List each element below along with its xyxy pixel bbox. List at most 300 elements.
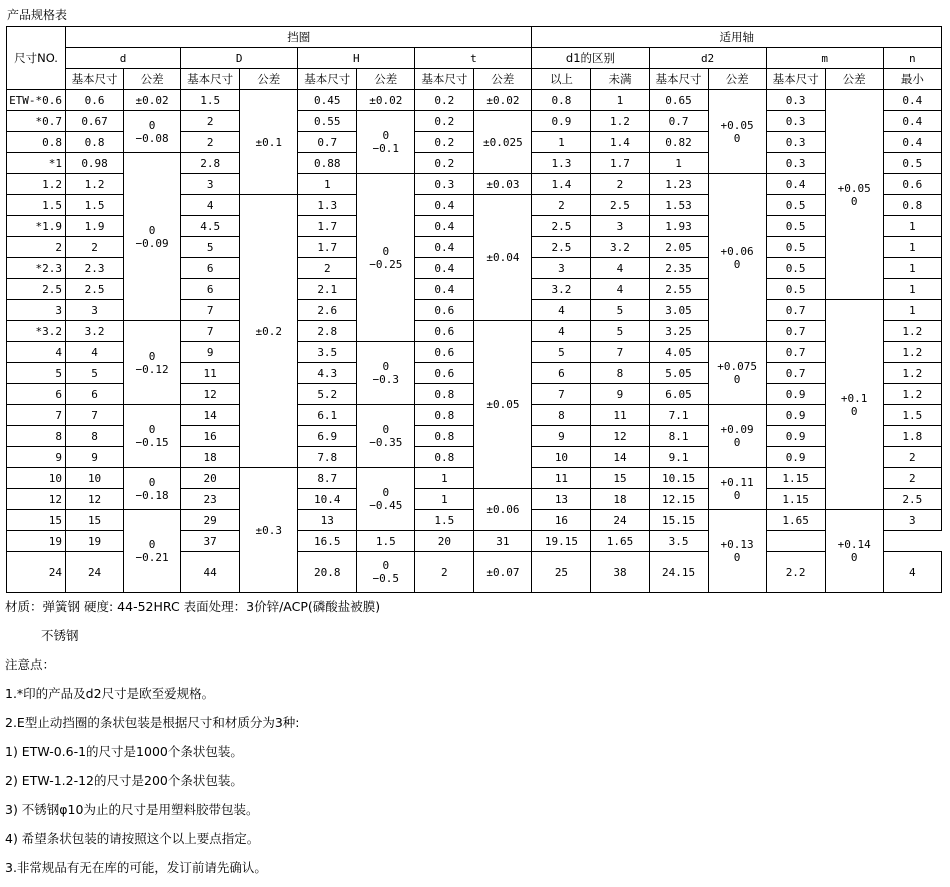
m-basic-cell: 0.3: [766, 132, 825, 153]
d1-above-cell: 4: [532, 321, 591, 342]
d-tolerance-cell: [124, 468, 181, 510]
tolerance-lower: −0.12: [135, 362, 169, 376]
m-basic-cell: 2.2: [766, 552, 825, 593]
d-basic-cell: 19: [66, 531, 124, 552]
d1-below-cell: 1: [591, 90, 649, 111]
t-tolerance-cell: [474, 174, 532, 195]
n-min-cell: 1.5: [883, 405, 941, 426]
m-basic-cell: 0.3: [766, 90, 825, 111]
m-basic-cell: 1.15: [766, 468, 825, 489]
header-d2-basic: 基本尺寸: [649, 69, 708, 90]
header-H-basic: 基本尺寸: [298, 69, 357, 90]
m-basic-cell: 0.5: [766, 279, 825, 300]
size-no-cell: 12: [7, 489, 66, 510]
tolerance-lower: −0.35: [369, 436, 403, 450]
tolerance-lower: −0.1: [372, 142, 400, 156]
D-basic-cell: 5: [181, 237, 240, 258]
t-basic-cell: 0.4: [415, 279, 474, 300]
t-basic-cell: 0.4: [415, 258, 474, 279]
n-min-cell: 1: [883, 258, 941, 279]
d-basic-cell: 5: [66, 363, 124, 384]
d1-above-cell: 7: [532, 384, 591, 405]
table-row: [7, 90, 942, 111]
d2-basic-cell: 0.82: [649, 132, 708, 153]
size-no-cell: 15: [7, 510, 66, 531]
tolerance-upper: ±0.06: [486, 503, 520, 517]
tolerance-upper: ±0.1: [255, 135, 282, 149]
header-applicable-shaft: 适用轴: [532, 27, 942, 48]
d1-below-cell: 18: [591, 489, 649, 510]
size-no-cell: *2.3: [7, 258, 66, 279]
size-no-cell: 2.5: [7, 279, 66, 300]
d1-above-cell: 0.8: [532, 90, 591, 111]
material-line: 材质：弹簧钢 硬度: 44-52HRC 表面处理：3价锌/ACP(磷酸盐被膜): [5, 599, 381, 614]
table-row: [7, 321, 942, 342]
d1-below-cell: 15: [591, 468, 649, 489]
size-no-cell: 9: [7, 447, 66, 468]
header-row-2: [7, 48, 942, 69]
D-basic-cell: 29: [181, 510, 240, 531]
tolerance-upper: ±0.07: [486, 565, 520, 579]
header-row-3: [7, 69, 942, 90]
tolerance-upper: ±0.05: [486, 398, 520, 412]
H-basic-cell: 10.4: [298, 489, 357, 510]
t-basic-cell: 1.5: [357, 531, 415, 552]
tolerance-lower: −0.08: [135, 131, 169, 145]
header-n-min: 最小: [883, 69, 941, 90]
tolerance-upper: +0.09: [720, 423, 754, 437]
header-d2-tolerance: 公差: [708, 69, 766, 90]
t-tolerance-cell: [474, 90, 532, 111]
note-item: 2.E型止动挡圈的条状包装是根据尺寸和材质分为3种:: [5, 715, 300, 730]
t-basic-cell: 0.3: [415, 174, 474, 195]
D-basic-cell: 2.8: [181, 153, 240, 174]
t-basic-cell: 1: [415, 489, 474, 510]
tolerance-upper: 0: [382, 423, 390, 437]
d1-below-cell: 24: [591, 510, 649, 531]
tolerance-upper: +0.13: [720, 538, 754, 552]
d1-above-cell: 25: [532, 552, 591, 593]
m-basic-cell: 0.5: [766, 216, 825, 237]
H-tolerance-cell: [357, 405, 415, 468]
m-basic-cell: 0.9: [766, 405, 825, 426]
d1-above-cell: 1: [532, 132, 591, 153]
n-min-cell: 4: [883, 552, 941, 593]
header-d-tolerance: 公差: [124, 69, 181, 90]
d-basic-cell: 0.8: [66, 132, 124, 153]
tolerance-upper: +0.11: [720, 475, 754, 489]
D-basic-cell: 18: [181, 447, 240, 468]
header-n: n: [883, 48, 941, 69]
size-no-cell: 2: [7, 237, 66, 258]
header-m-tolerance: 公差: [825, 69, 883, 90]
size-no-cell: 4: [7, 342, 66, 363]
D-tolerance-cell: [240, 468, 298, 593]
D-basic-cell: 6: [181, 258, 240, 279]
header-m-basic: 基本尺寸: [766, 69, 825, 90]
d2-basic-cell: 10.15: [649, 468, 708, 489]
tolerance-lower: 0: [733, 373, 741, 387]
m-basic-cell: 1.15: [766, 489, 825, 510]
t-basic-cell: 0.8: [415, 426, 474, 447]
d1-below-cell: 7: [591, 342, 649, 363]
tolerance-lower: −0.21: [135, 551, 169, 565]
H-basic-cell: 7.8: [298, 447, 357, 468]
D-basic-cell: 44: [181, 552, 240, 593]
size-no-cell: 8: [7, 426, 66, 447]
d-basic-cell: 3: [66, 300, 124, 321]
H-basic-cell: 0.88: [298, 153, 357, 174]
size-no-cell: 10: [7, 468, 66, 489]
d1-above-cell: 16: [532, 510, 591, 531]
t-basic-cell: 0.2: [415, 132, 474, 153]
t-tolerance-cell: [474, 111, 532, 174]
d1-above-cell: 6: [532, 363, 591, 384]
note-item: 1.*印的产品及d2尺寸是欧至爱规格。: [5, 686, 215, 701]
t-tolerance-cell: [474, 321, 532, 489]
tolerance-upper: 0: [382, 244, 390, 258]
d-basic-cell: 10: [66, 468, 124, 489]
H-basic-cell: 3.5: [298, 342, 357, 363]
d-tolerance-cell: [124, 111, 181, 153]
m-basic-cell: 0.5: [766, 258, 825, 279]
tolerance-lower: 0: [850, 551, 858, 565]
d1-below-cell: 1.4: [591, 132, 649, 153]
n-min-cell: 1: [883, 237, 941, 258]
header-D-basic: 基本尺寸: [181, 69, 240, 90]
n-min-cell: 1: [883, 300, 941, 321]
d2-tolerance-cell: [708, 174, 766, 342]
d-basic-cell: 6: [66, 384, 124, 405]
n-min-cell: 1.8: [883, 426, 941, 447]
tolerance-upper: 0: [382, 559, 390, 573]
tolerance-upper: 0: [148, 423, 156, 437]
d-basic-cell: 9: [66, 447, 124, 468]
n-min-cell: 0.8: [883, 195, 941, 216]
d-basic-cell: 24: [66, 552, 124, 593]
tolerance-upper: +0.1: [840, 391, 868, 405]
size-no-cell: ETW-*0.6: [7, 90, 66, 111]
tolerance-lower: −0.5: [372, 572, 400, 586]
H-basic-cell: 6.1: [298, 405, 357, 426]
d2-basic-cell: 2.55: [649, 279, 708, 300]
spec-table: [6, 26, 942, 593]
d-tolerance-cell: [124, 510, 181, 593]
notes-heading: 注意点：: [5, 657, 56, 672]
header-D-tolerance: 公差: [240, 69, 298, 90]
t-tolerance-cell: [474, 552, 532, 593]
t-basic-cell: 0.8: [415, 447, 474, 468]
D-basic-cell: 7: [181, 321, 240, 342]
tolerance-upper: +0.06: [720, 244, 754, 258]
tolerance-upper: ±0.2: [255, 324, 282, 338]
H-tolerance-cell: [357, 342, 415, 405]
spec-table-body: [7, 27, 942, 593]
d-basic-cell: 0.67: [66, 111, 124, 132]
n-min-cell: 2: [883, 447, 941, 468]
m-basic-cell: 1.65: [766, 510, 825, 531]
d2-basic-cell: 12.15: [649, 489, 708, 510]
tolerance-lower: −0.3: [372, 373, 400, 387]
D-basic-cell: 14: [181, 405, 240, 426]
size-no-cell: 1.2: [7, 174, 66, 195]
n-min-cell: 1.2: [883, 342, 941, 363]
t-basic-cell: 0.6: [415, 342, 474, 363]
material-line-2: 不锈钢: [41, 628, 79, 643]
t-basic-cell: 0.8: [415, 405, 474, 426]
t-basic-cell: 0.4: [415, 195, 474, 216]
tolerance-upper: 0: [382, 486, 390, 500]
m-basic-cell: 0.5: [766, 237, 825, 258]
d1-above-cell: 0.9: [532, 111, 591, 132]
d1-below-cell: 5: [591, 300, 649, 321]
n-min-cell: 3.5: [649, 531, 708, 552]
d1-above-cell: 2: [532, 195, 591, 216]
d1-below-cell: 8: [591, 363, 649, 384]
size-no-cell: 0.8: [7, 132, 66, 153]
tolerance-lower: 0: [733, 488, 741, 502]
header-H: H: [298, 48, 415, 69]
d2-basic-cell: 4.05: [649, 342, 708, 363]
d-basic-cell: 8: [66, 426, 124, 447]
m-basic-cell: 0.9: [766, 426, 825, 447]
n-min-cell: 1.2: [883, 363, 941, 384]
tolerance-lower: −0.09: [135, 236, 169, 250]
H-tolerance-cell: [357, 174, 415, 342]
header-size-no: 尺寸NO.: [7, 27, 66, 90]
d-basic-cell: 4: [66, 342, 124, 363]
d2-basic-cell: 1.93: [649, 216, 708, 237]
size-no-cell: 1.5: [7, 195, 66, 216]
t-basic-cell: 0.6: [415, 363, 474, 384]
D-basic-cell: 7: [181, 300, 240, 321]
d-tolerance-cell: [124, 153, 181, 321]
D-basic-cell: 23: [181, 489, 240, 510]
H-basic-cell: 13: [298, 510, 357, 531]
header-t-tolerance: 公差: [474, 69, 532, 90]
D-basic-cell: 9: [181, 342, 240, 363]
d1-above-cell: 8: [532, 405, 591, 426]
note-item: 1) ETW-0.6-1的尺寸是1000个条状包装。: [5, 744, 243, 759]
tolerance-lower: −0.45: [369, 499, 403, 513]
d1-below-cell: 31: [474, 531, 532, 552]
table-row: [7, 111, 942, 132]
n-min-cell: 1: [883, 279, 941, 300]
H-basic-cell: 0.45: [298, 90, 357, 111]
n-min-cell: 1: [883, 216, 941, 237]
d-tolerance-cell: [124, 405, 181, 468]
tolerance-upper: 0: [148, 349, 156, 363]
H-basic-cell: 1.7: [298, 216, 357, 237]
d-basic-cell: 12: [66, 489, 124, 510]
H-basic-cell: 6.9: [298, 426, 357, 447]
d1-above-cell: 10: [532, 447, 591, 468]
d1-above-cell: 5: [532, 342, 591, 363]
d-tolerance-cell: [124, 321, 181, 405]
tolerance-upper: 0: [148, 118, 156, 132]
tolerance-upper: 0: [148, 475, 156, 489]
H-basic-cell: 1.7: [298, 237, 357, 258]
tolerance-upper: +0.075: [717, 360, 757, 374]
H-basic-cell: 20.8: [298, 552, 357, 593]
header-row-1: [7, 27, 942, 48]
header-d1-above: 以上: [532, 69, 591, 90]
m-basic-cell: 0.7: [766, 342, 825, 363]
H-tolerance-cell: [357, 90, 415, 111]
header-t: t: [415, 48, 532, 69]
t-tolerance-cell: [474, 489, 532, 531]
d-basic-cell: 3.2: [66, 321, 124, 342]
d2-tolerance-cell: [708, 405, 766, 468]
header-m: m: [766, 48, 883, 69]
d1-below-cell: 3.2: [591, 237, 649, 258]
D-basic-cell: 3: [181, 174, 240, 195]
d1-above-cell: 3: [532, 258, 591, 279]
tolerance-upper: +0.05: [837, 181, 871, 195]
H-basic-cell: 2.1: [298, 279, 357, 300]
notes-section: [5, 597, 380, 887]
tolerance-lower: 0: [850, 404, 858, 418]
tolerance-upper: ±0.02: [369, 93, 403, 107]
tolerance-upper: 0: [382, 129, 390, 143]
D-basic-cell: 16: [181, 426, 240, 447]
size-no-cell: 7: [7, 405, 66, 426]
header-d: d: [66, 48, 181, 69]
D-basic-cell: 4.5: [181, 216, 240, 237]
d1-below-cell: 1.2: [591, 111, 649, 132]
d1-below-cell: 4: [591, 258, 649, 279]
d2-basic-cell: 19.15: [532, 531, 591, 552]
d1-above-cell: 2.5: [532, 237, 591, 258]
d1-below-cell: 5: [591, 321, 649, 342]
size-no-cell: *1: [7, 153, 66, 174]
tolerance-upper: +0.14: [837, 538, 871, 552]
t-basic-cell: 0.6: [415, 321, 474, 342]
d1-below-cell: 2: [591, 174, 649, 195]
tolerance-lower: −0.15: [135, 436, 169, 450]
note-item: 2) ETW-1.2-12的尺寸是200个条状包装。: [5, 773, 243, 788]
t-basic-cell: 0.2: [415, 111, 474, 132]
d2-basic-cell: 1.53: [649, 195, 708, 216]
d1-above-cell: 9: [532, 426, 591, 447]
d1-above-cell: 11: [532, 468, 591, 489]
tolerance-upper: +0.05: [720, 118, 754, 132]
d-basic-cell: 0.6: [66, 90, 124, 111]
t-basic-cell: 1.5: [415, 510, 474, 531]
d2-basic-cell: 1: [649, 153, 708, 174]
d2-basic-cell: 8.1: [649, 426, 708, 447]
t-tolerance-cell: [474, 195, 532, 321]
m-tolerance-cell: [825, 510, 883, 593]
d1-below-cell: 14: [591, 447, 649, 468]
d1-below-cell: 2.5: [591, 195, 649, 216]
m-basic-cell: 0.4: [766, 174, 825, 195]
d2-basic-cell: 3.25: [649, 321, 708, 342]
n-min-cell: 1.2: [883, 384, 941, 405]
H-basic-cell: 8.7: [298, 468, 357, 489]
header-d2: d2: [649, 48, 766, 69]
D-basic-cell: 2: [181, 132, 240, 153]
size-no-cell: 5: [7, 363, 66, 384]
note-item: 4) 希望条状包装的请按照这个以上要点指定。: [5, 831, 260, 846]
header-d-basic: 基本尺寸: [66, 69, 124, 90]
D-basic-cell: 6: [181, 279, 240, 300]
tolerance-upper: 0: [382, 360, 390, 374]
H-tolerance-cell: [357, 111, 415, 174]
H-tolerance-cell: [357, 552, 415, 593]
d-tolerance-cell: [124, 90, 181, 111]
D-tolerance-cell: [240, 195, 298, 468]
H-basic-cell: 0.7: [298, 132, 357, 153]
n-min-cell: 0.4: [883, 132, 941, 153]
header-D: D: [181, 48, 298, 69]
note-item: 3) 不锈钢φ10为止的尺寸是用塑料胶带包装。: [5, 802, 259, 817]
m-basic-cell: 0.3: [766, 153, 825, 174]
d1-above-cell: 3.2: [532, 279, 591, 300]
m-basic-cell: 1.65: [591, 531, 649, 552]
n-min-cell: 0.4: [883, 111, 941, 132]
note-item: 3.非常规品有无在库的可能，发订前请先确认。: [5, 860, 267, 875]
d-basic-cell: 15: [66, 510, 124, 531]
d2-basic-cell: 0.7: [649, 111, 708, 132]
d2-tolerance-cell: [708, 90, 766, 174]
D-basic-cell: 37: [181, 531, 240, 552]
size-no-cell: 3: [7, 300, 66, 321]
d2-tolerance-cell: [708, 468, 766, 510]
size-no-cell: *0.7: [7, 111, 66, 132]
D-basic-cell: 11: [181, 363, 240, 384]
d1-above-cell: 4: [532, 300, 591, 321]
d-basic-cell: 2.5: [66, 279, 124, 300]
d2-basic-cell: 9.1: [649, 447, 708, 468]
d1-below-cell: 38: [591, 552, 649, 593]
D-basic-cell: 12: [181, 384, 240, 405]
size-no-cell: 24: [7, 552, 66, 593]
d2-tolerance-cell: [708, 510, 766, 593]
d2-basic-cell: 2.05: [649, 237, 708, 258]
tolerance-lower: 0: [733, 551, 741, 565]
d-basic-cell: 0.98: [66, 153, 124, 174]
d1-above-cell: 13: [532, 489, 591, 510]
m-basic-cell: 0.9: [766, 384, 825, 405]
size-no-cell: 19: [7, 531, 66, 552]
t-basic-cell: 0.4: [415, 216, 474, 237]
d1-below-cell: 4: [591, 279, 649, 300]
d1-below-cell: 11: [591, 405, 649, 426]
t-basic-cell: 0.2: [415, 90, 474, 111]
d-basic-cell: 2.3: [66, 258, 124, 279]
H-basic-cell: 1: [298, 174, 357, 195]
n-min-cell: 0.5: [883, 153, 941, 174]
t-basic-cell: 2: [415, 552, 474, 593]
tolerance-lower: 0: [850, 194, 858, 208]
d2-basic-cell: 24.15: [649, 552, 708, 593]
tolerance-upper: ±0.02: [486, 93, 520, 107]
tolerance-lower: 0: [733, 131, 741, 145]
m-basic-cell: 0.7: [766, 321, 825, 342]
m-tolerance-cell: [825, 90, 883, 300]
m-basic-cell: 0.5: [766, 195, 825, 216]
tolerance-lower: 0: [733, 436, 741, 450]
D-basic-cell: 4: [181, 195, 240, 216]
t-basic-cell: 0.6: [415, 300, 474, 321]
d2-basic-cell: 7.1: [649, 405, 708, 426]
tolerance-upper: 0: [148, 223, 156, 237]
H-basic-cell: 2.6: [298, 300, 357, 321]
d2-basic-cell: 15.15: [649, 510, 708, 531]
d2-basic-cell: 3.05: [649, 300, 708, 321]
D-tolerance-cell: [240, 90, 298, 195]
